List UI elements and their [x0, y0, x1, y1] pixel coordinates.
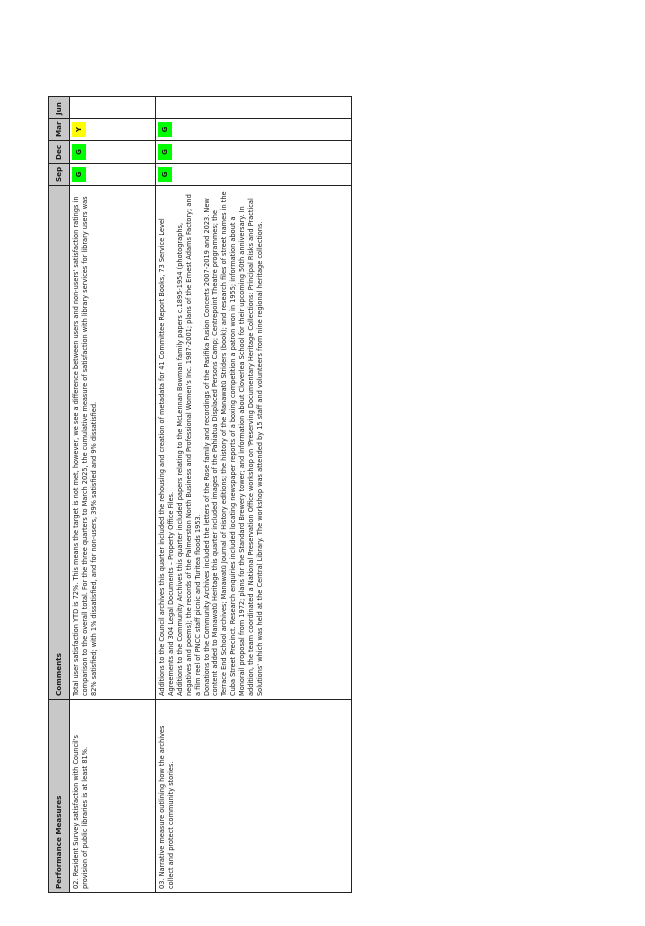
comments-cell	[70, 186, 156, 700]
header-performance-measures: Performance Measures	[49, 700, 70, 893]
status-cell-jun	[70, 97, 156, 119]
status-badge	[72, 100, 86, 115]
header-sep: Sep	[49, 164, 70, 186]
header-mar: Mar	[49, 119, 70, 141]
header-dec: Dec	[49, 141, 70, 164]
status-badge: G	[72, 144, 86, 160]
comment-paragraph: Total user satisfaction YTD is 72%. This means the target is not met, however, we see a difference between users and non-users' satisfaction ratings in comparison to the overall total. For the three quarters to March 2025, the cumulative measure of satisfaction with library services for library users was 82% satisfied; with 1% dissatisfied, and for non-users, 39% satisfied and 9% dissatisfied.	[72, 196, 98, 696]
status-badge: G	[158, 122, 172, 137]
performance-measures-table	[48, 96, 352, 893]
status-badge: G	[158, 167, 172, 182]
table-row	[156, 97, 352, 893]
table-row	[70, 97, 156, 893]
comment-paragraph: Additions to the Council archives this quarter included the rehousing and creation of metadata for 41 Committee Report Books, 73 Service Level Agreements and 304 Legal Documents – Property Office Files.	[158, 218, 175, 696]
status-cell-dec	[70, 141, 156, 164]
status-cell-sep	[70, 164, 156, 186]
comments-cell	[156, 186, 352, 700]
measure-cell: 03. Narrative measure outlining how the archives collect and protect community stories.	[156, 700, 352, 893]
table-header-row	[49, 97, 70, 893]
status-badge: G	[72, 167, 86, 182]
status-cell-dec	[156, 141, 352, 164]
status-badge	[158, 100, 172, 115]
status-cell-mar	[156, 119, 352, 141]
status-cell-sep	[156, 164, 352, 186]
measure-cell: 02. Resident Survey satisfaction with Council's provision of public libraries is at least 81%.	[70, 700, 156, 893]
header-comments: Comments	[49, 186, 70, 700]
comment-paragraph: Additions to the Community Archives this quarter included papers relating to the McLennan Bowman family papers c.1895-1954 (photographs, negatives and poems); the records of the Palmerston North Business and Professional Women's Inc. 1987-2001; plans of the Ernest Adams Factory; and a film reel of PNCC staff picnic and Turitea floods 1953.	[175, 194, 202, 696]
status-badge: G	[158, 144, 172, 160]
status-cell-mar	[70, 119, 156, 141]
rotated-page-content	[48, 97, 354, 893]
status-cell-jun	[156, 97, 352, 119]
status-badge: Y	[72, 122, 86, 137]
comment-paragraph: Donations to the Community Archives included the letters of the Rose family and recordings of the Pasifika Fusion Concerts 2007-2019 and 2023. New content added to Manawatū Heritage this quarter included images of the Pahiatua Displaced Persons Camp; Centrepoint Theatre programmes; the Terrace End School archives; Manawatū Journal of History editions; the history of the Manawatū Striders (book); and research files of street names in the Cuba Street Precinct. Research enquiries included locating newspaper reports of a boxing competition a patron won in 1955; information about a Monorail proposal from 1972; plans for the Standard Brewery tower; and information about Cloverlea School for their upcoming 50th anniversary. In addition, the team coordinated a National Preservation Office workshop on 'Preserving Documentary Heritage Collections: Principal Risks and Practical Solutions' which was held at the Central Library. The workshop was attended by 15 staff and volunteers from nine regional heritage collections.	[202, 191, 264, 696]
header-jun: Jun	[49, 97, 70, 119]
